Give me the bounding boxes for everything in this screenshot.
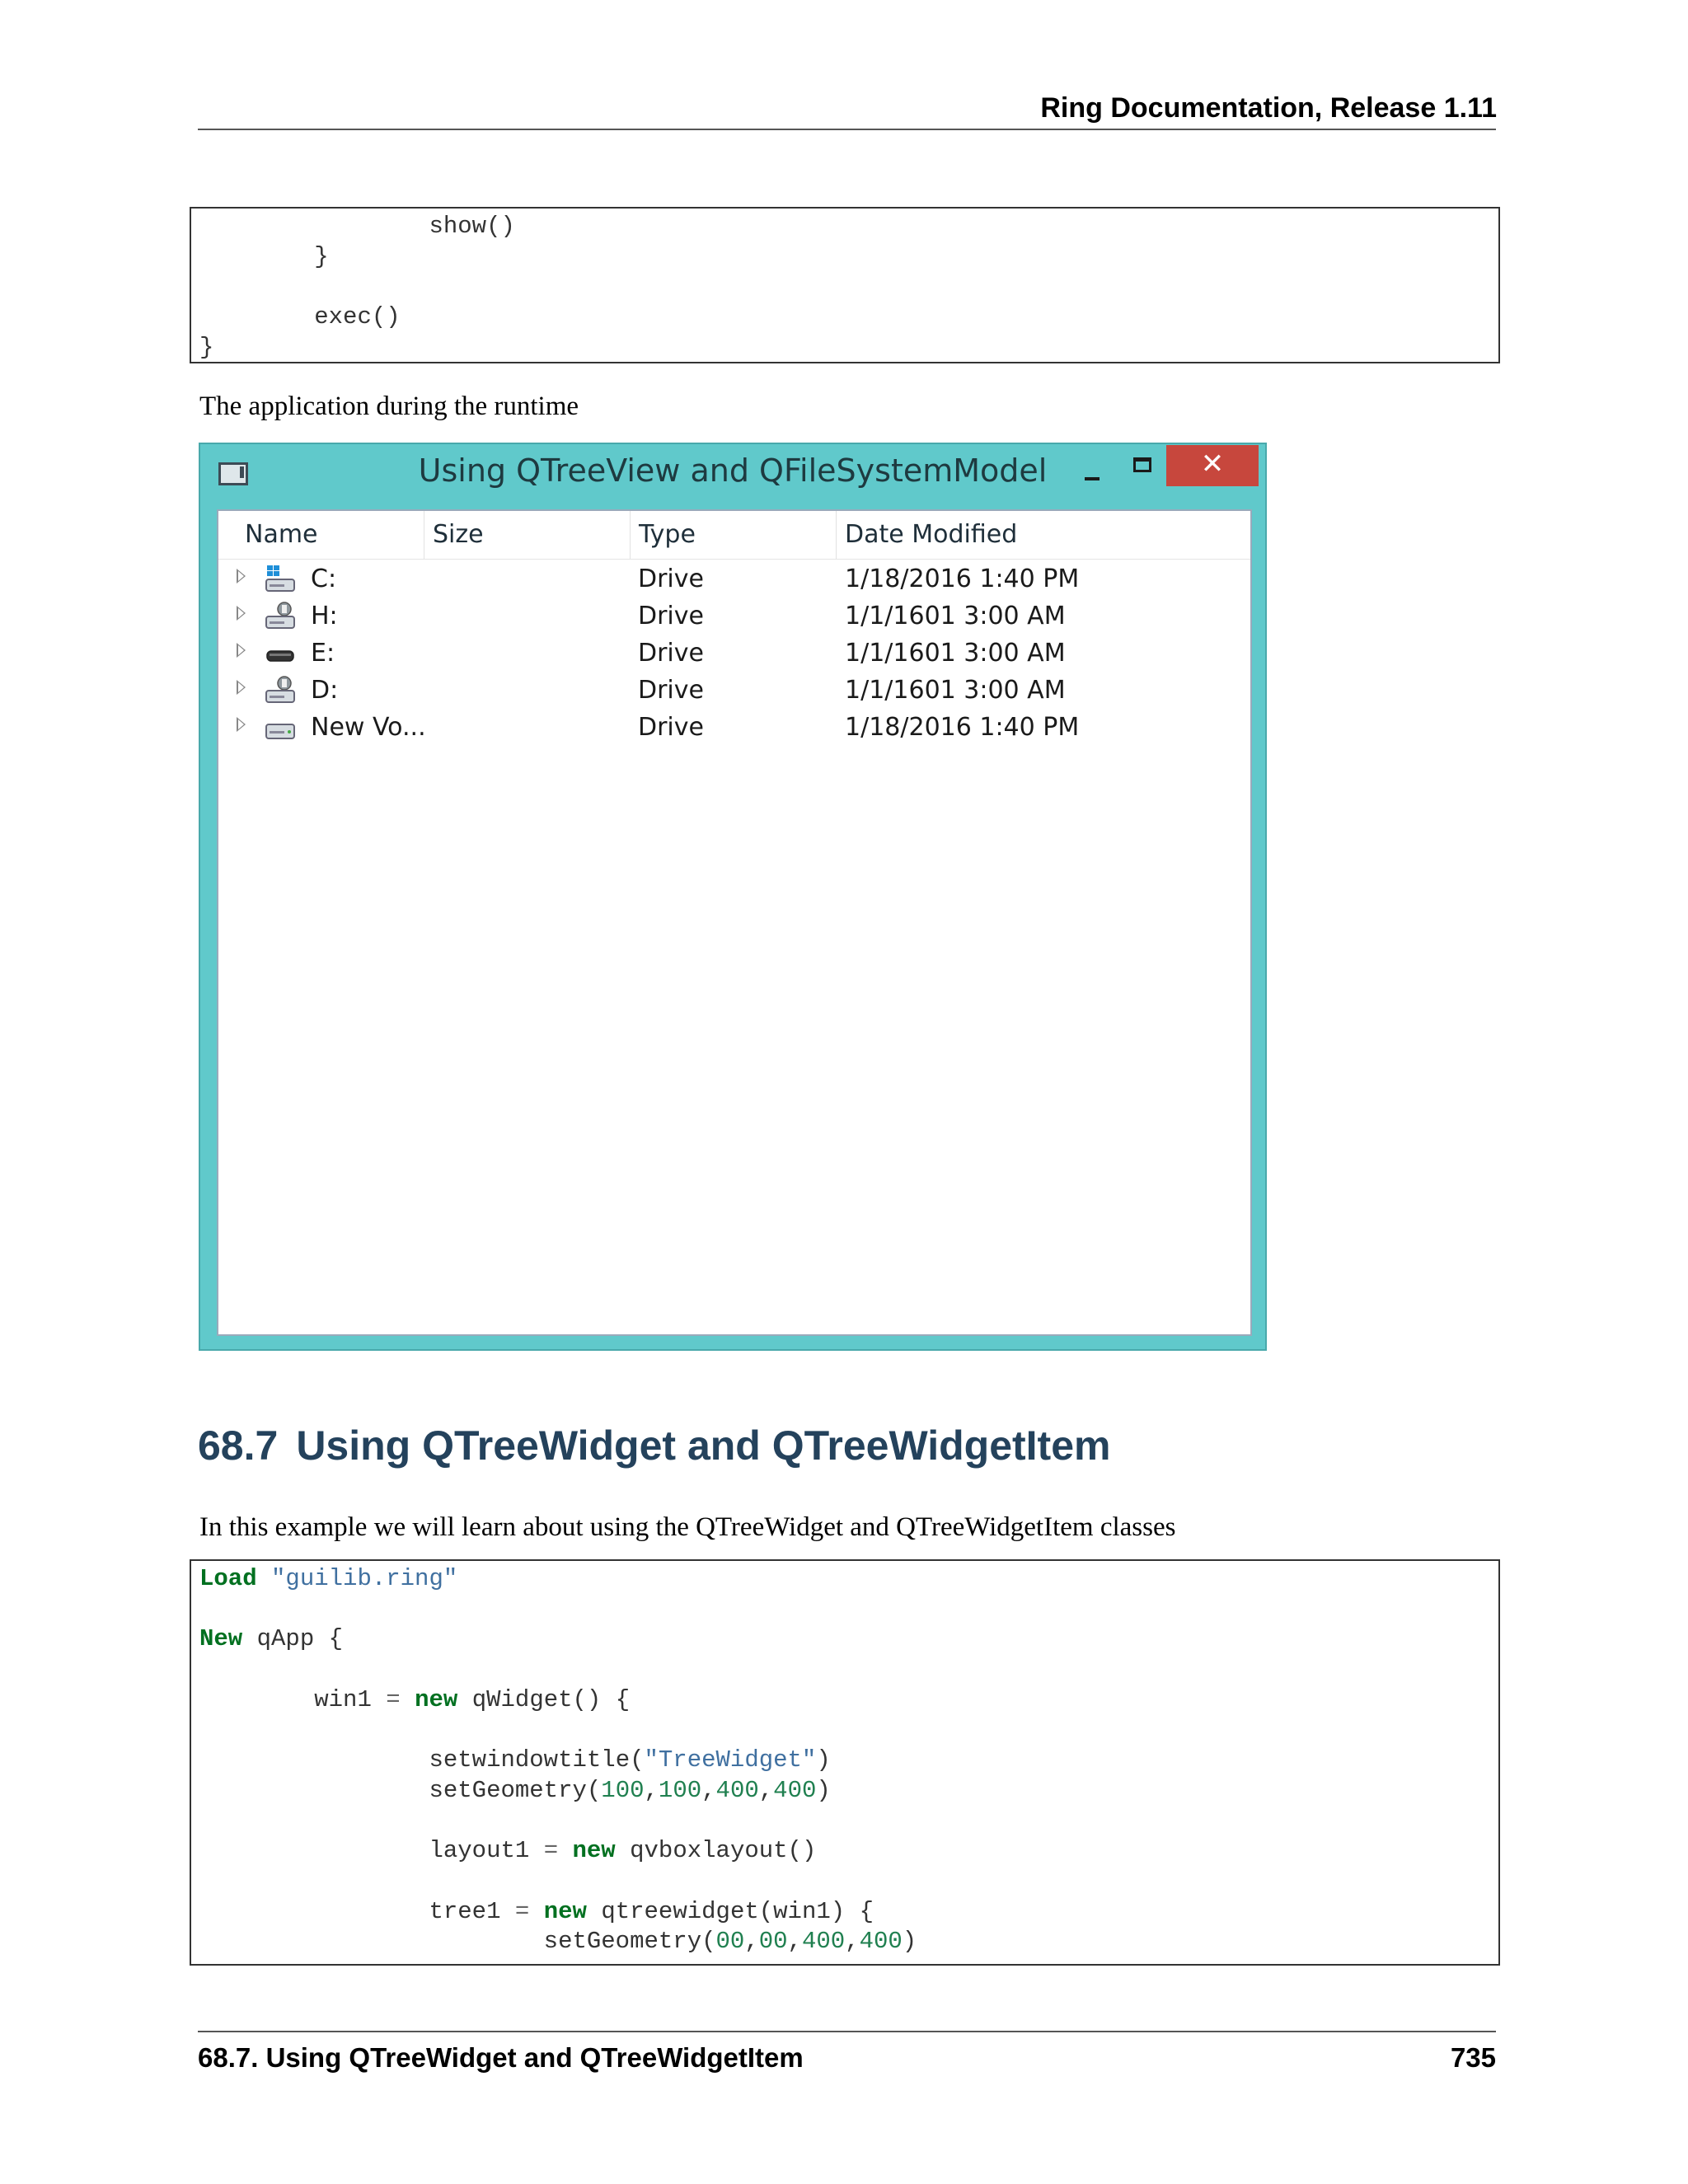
- tree-row[interactable]: [218, 709, 1250, 746]
- code-line: }: [199, 333, 214, 361]
- column-header-type[interactable]: Type: [631, 511, 837, 559]
- tree-row[interactable]: [218, 560, 1250, 598]
- removable-drive-icon: [265, 639, 296, 668]
- app-window: [199, 443, 1267, 1351]
- window-title: Using QTreeView and QFileSystemModel: [418, 452, 1048, 489]
- maximize-button[interactable]: [1118, 451, 1164, 480]
- row-name: C:: [311, 565, 337, 593]
- row-date: 1/18/2016 1:40 PM: [845, 713, 1080, 742]
- code-block-top: [190, 207, 1500, 363]
- hard-drive-icon: [265, 713, 296, 743]
- expand-arrow-icon[interactable]: [237, 569, 246, 583]
- row-type: Drive: [638, 565, 704, 593]
- windows-drive-icon: [265, 565, 296, 594]
- row-date: 1/1/1601 3:00 AM: [845, 602, 1066, 630]
- section-number: 68.7: [198, 1422, 279, 1469]
- row-date: 1/1/1601 3:00 AM: [845, 639, 1066, 668]
- tree-row[interactable]: [218, 598, 1250, 635]
- row-type: Drive: [638, 713, 704, 742]
- network-drive-icon: [265, 602, 296, 631]
- page-number: 735: [1450, 2042, 1496, 2073]
- expand-arrow-icon[interactable]: [237, 606, 246, 621]
- row-name: E:: [311, 639, 335, 668]
- code-line: exec(): [314, 303, 401, 331]
- code-block-bottom: Load "guilib.ring" New qApp { win1 = new qWidget() { setwindowtitle("TreeWidget") setGeometry(100,100,400,400) layout1 = new qvboxlayout() tree1 = new qtreewidget(win1) { setGeometry(00,00,400,400): [190, 1559, 1500, 1966]
- section-title: Using QTreeWidget and QTreeWidgetItem: [296, 1422, 1111, 1469]
- row-name: H:: [311, 602, 338, 630]
- close-button[interactable]: [1166, 445, 1259, 486]
- tree-view[interactable]: [217, 509, 1252, 1336]
- footer-rule: [198, 2031, 1496, 2032]
- code-line: }: [314, 242, 329, 270]
- column-header-date-modified[interactable]: Date Modified: [845, 520, 1018, 549]
- column-header-size[interactable]: Size: [424, 511, 631, 559]
- network-drive-icon: [265, 676, 296, 705]
- row-type: Drive: [638, 676, 704, 705]
- expand-arrow-icon[interactable]: [237, 717, 246, 732]
- intro-paragraph: In this example we will learn about using the QTreeWidget and QTreeWidgetItem classes: [199, 1512, 1176, 1542]
- column-header-name[interactable]: Name: [237, 511, 424, 559]
- expand-arrow-icon[interactable]: [237, 680, 246, 695]
- row-date: 1/1/1601 3:00 AM: [845, 676, 1066, 705]
- close-icon: ✕: [1200, 448, 1225, 480]
- row-type: Drive: [638, 602, 704, 630]
- runtime-caption: The application during the runtime: [199, 391, 579, 421]
- footer-section-ref: 68.7. Using QTreeWidget and QTreeWidgetItem: [198, 2042, 804, 2073]
- expand-arrow-icon[interactable]: [237, 643, 246, 658]
- row-type: Drive: [638, 639, 704, 668]
- row-name: D:: [311, 676, 339, 705]
- row-name: New Vo...: [311, 713, 426, 742]
- page-header-title: Ring Documentation, Release 1.11: [1040, 92, 1497, 124]
- header-rule: [198, 129, 1496, 130]
- code-line: show(): [429, 213, 515, 240]
- section-heading: [198, 1422, 1110, 1469]
- row-date: 1/18/2016 1:40 PM: [845, 565, 1080, 593]
- minimize-button[interactable]: [1068, 461, 1114, 490]
- tree-header: [218, 511, 1250, 560]
- tree-row[interactable]: [218, 635, 1250, 672]
- tree-row[interactable]: [218, 672, 1250, 709]
